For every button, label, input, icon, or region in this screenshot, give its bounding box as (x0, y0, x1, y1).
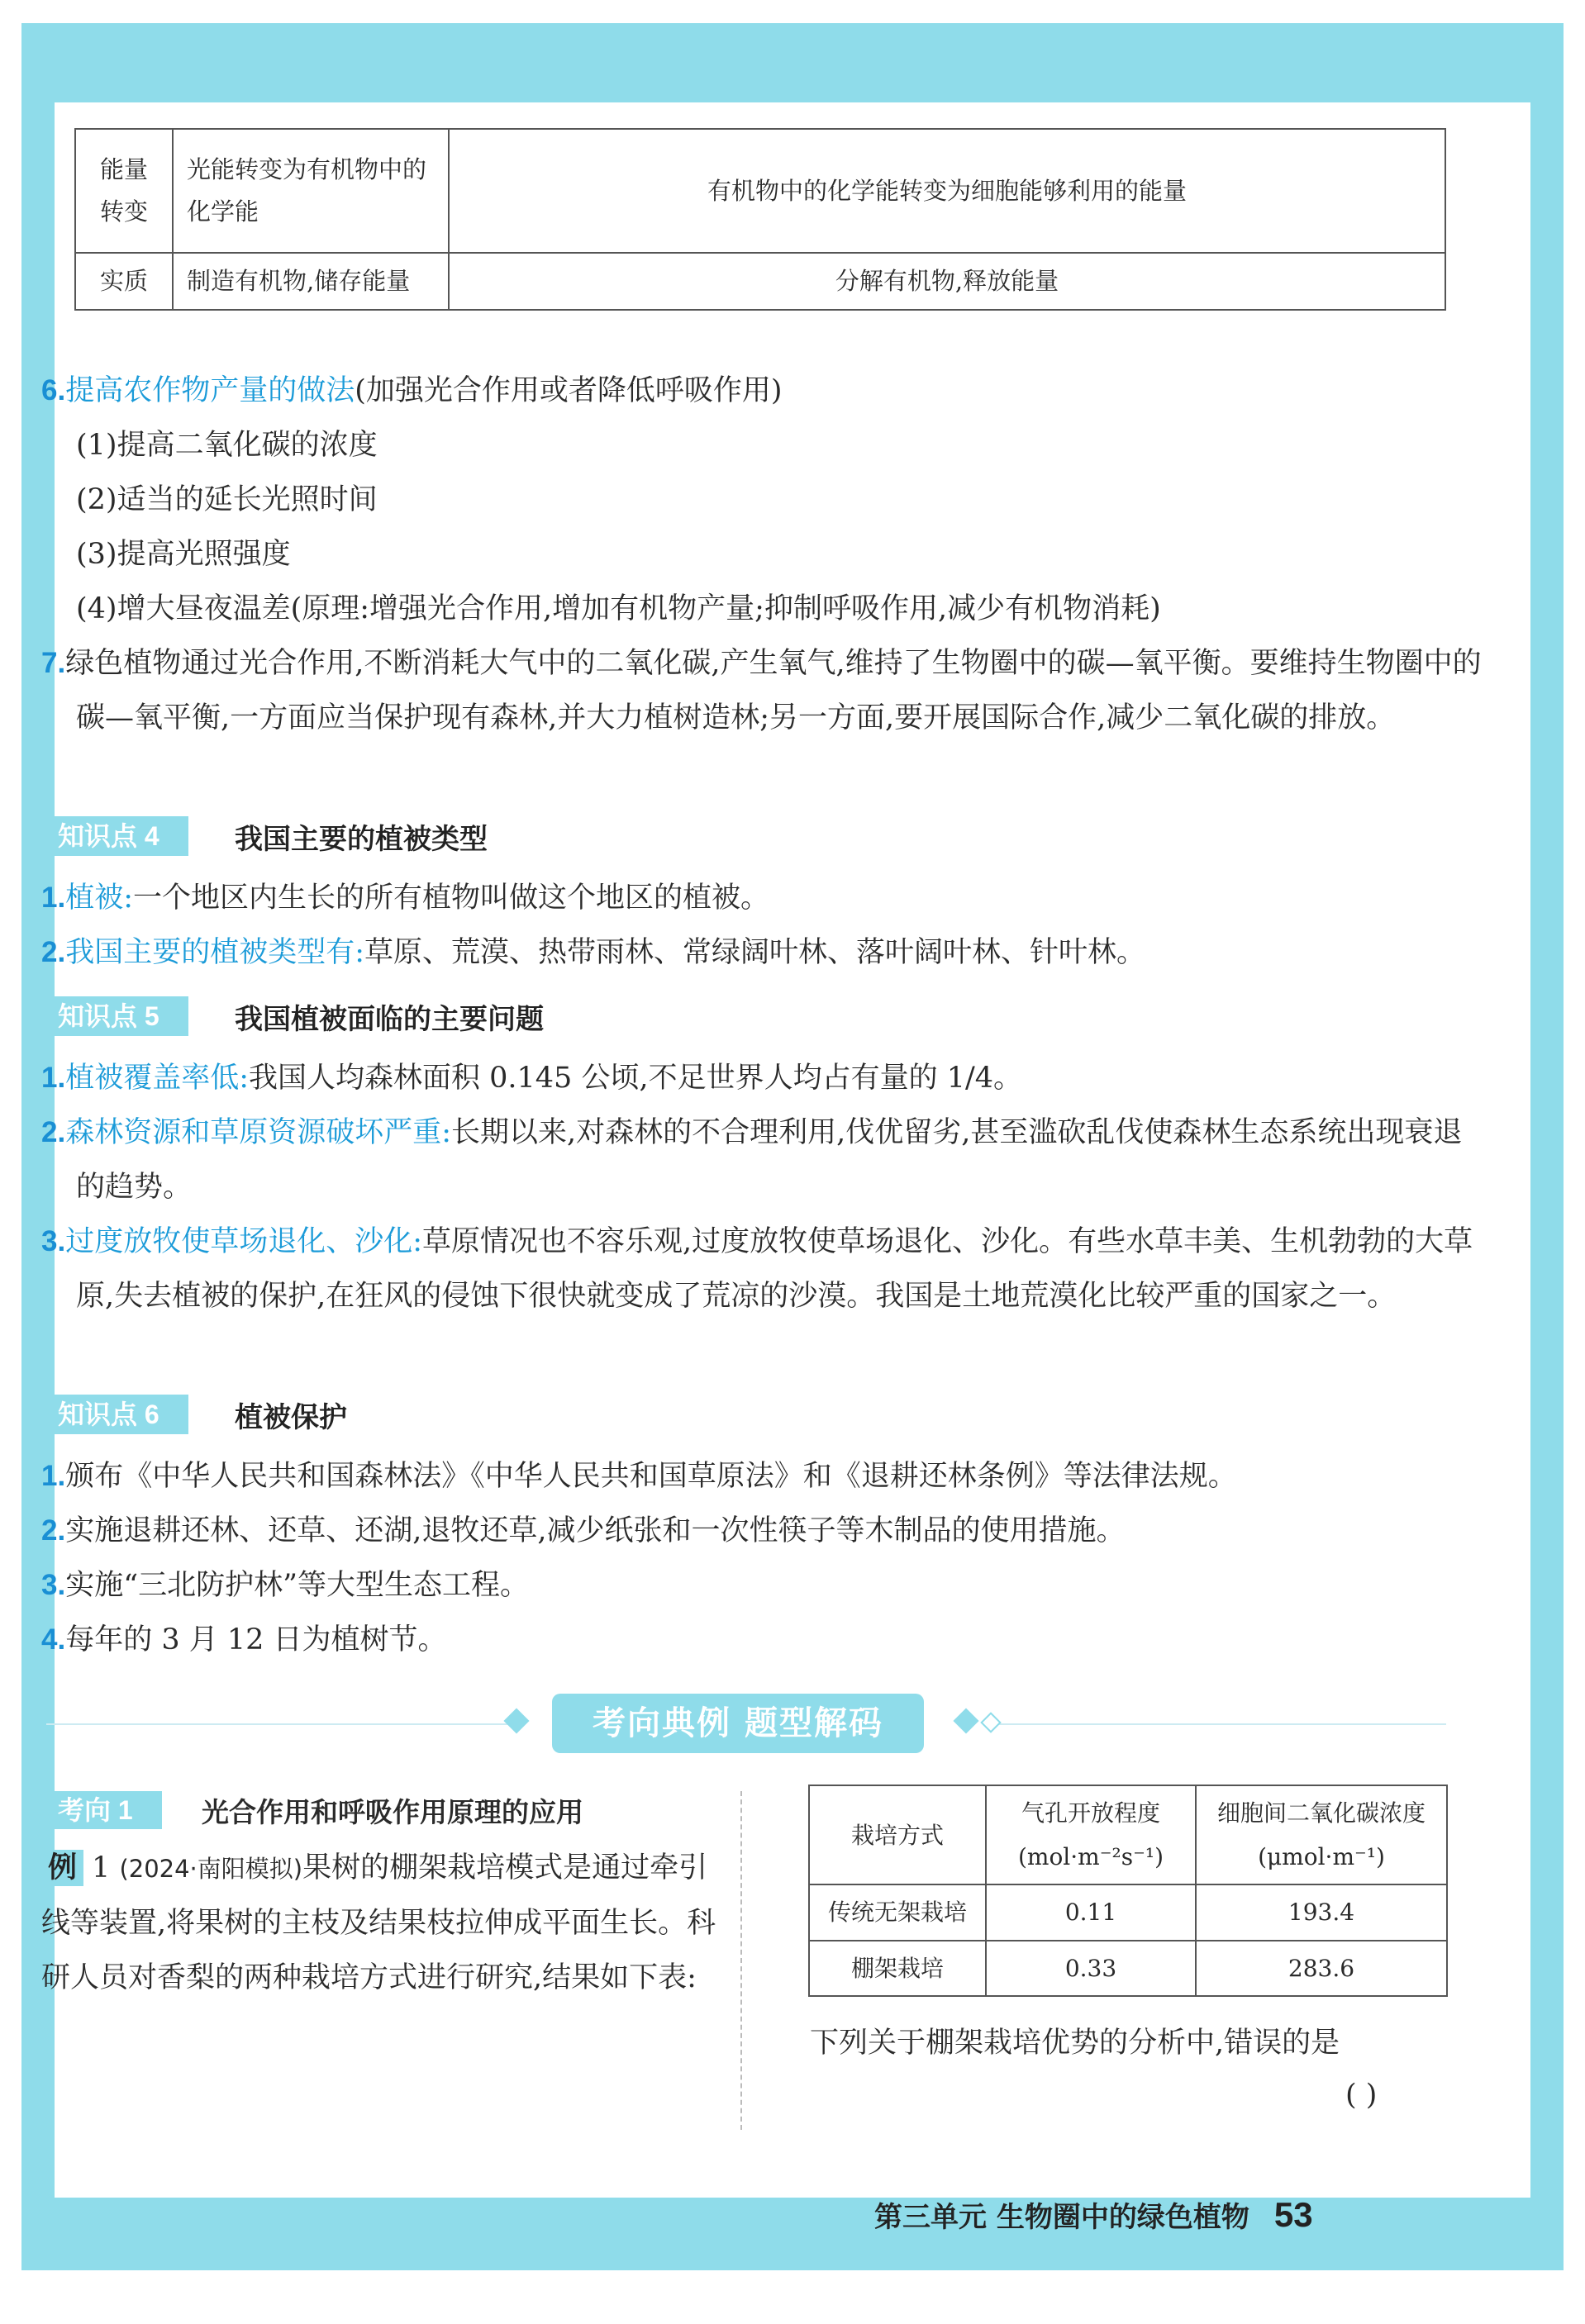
sub-item: (4)增大昼夜温差(原理:增强光合作用,增加有机物产量;抑制呼吸作用,减少有机物消耗) (76, 592, 1161, 625)
answer-blank: ( ) (1345, 2079, 1378, 2112)
page-frame-bottom (21, 2198, 1564, 2270)
divider-line (983, 1723, 1446, 1725)
kp6-items (41, 1449, 1489, 1667)
table-cell: 棚架栽培 (809, 1941, 986, 1996)
header-label: 气孔开放程度 (1021, 1799, 1160, 1827)
item-number: 3. (41, 1569, 66, 1601)
item-number: 1. (41, 882, 66, 914)
item-title: 提高农作物产量的做法 (65, 374, 355, 407)
kx-title: 光合作用和呼吸作用原理的应用 (202, 1795, 583, 1828)
respiration-cell: 分解有机物,释放能量 (449, 253, 1445, 310)
kp-tag: 知识点 4 (46, 816, 188, 856)
item-number: 2. (41, 1514, 66, 1547)
item-highlight: 森林资源和草原资源破坏严重: (65, 1116, 451, 1149)
photosynthesis-cell: 光能转变为有机物中的化学能 (173, 129, 449, 253)
list-item (41, 1051, 1489, 1105)
header-label: 细胞间二氧化碳浓度 (1216, 1799, 1426, 1827)
item-text: 一个地区内生长的所有植物叫做这个地区的植被。 (133, 882, 770, 915)
column-header: 栽培方式 (809, 1785, 986, 1884)
table-cell: 193.4 (1196, 1884, 1447, 1940)
list-item (41, 1504, 1489, 1558)
example-number: 1 (92, 1851, 111, 1884)
knowledge-point-5 (46, 996, 544, 1036)
sub-item: (3)提高光照强度 (76, 538, 291, 571)
header-unit: (μmol·m⁻¹) (1258, 1843, 1385, 1871)
item-number: 2. (41, 1116, 66, 1148)
item-text: 绿色植物通过光合作用,不断消耗大气中的二氧化碳,产生氧气,维持了生物圈中的碳—氧平衡。要维持生物圈中的碳—氧平衡,一方面应当保护现有森林,并大力植树造林;另一方面,要开展国际合作,减少二氧化碳的排放。 (65, 647, 1482, 734)
unit-title: 第三单元 生物圈中的绿色植物 (874, 2201, 1249, 2234)
item-number: 2. (41, 936, 66, 968)
list-item (41, 871, 1489, 925)
divider-line (46, 1723, 509, 1725)
column-header (1196, 1785, 1447, 1884)
item-highlight: 植被: (65, 882, 133, 915)
list-item (41, 925, 1489, 980)
sub-item: (2)适当的延长光照时间 (76, 483, 378, 516)
respiration-cell: 有机物中的化学能转变为细胞能够利用的能量 (449, 129, 1445, 253)
page-frame-right (1530, 23, 1564, 2270)
list-item (41, 1449, 1489, 1504)
item-note: (加强光合作用或者降低呼吸作用) (355, 374, 783, 407)
kp-tag: 知识点 5 (46, 996, 188, 1036)
item-text: 颁布《中华人民共和国森林法》《中华人民共和国草原法》和《退耕还林条例》等法律法规。 (65, 1460, 1237, 1493)
item-text: 每年的 3 月 12 日为植树节。 (65, 1623, 447, 1656)
item-number: 7. (41, 647, 66, 679)
item-text: 长期以来,对森林的不合理利用,伐优留劣,甚至滥砍乱伐使森林生态系统出现衰退的趋势。 (76, 1116, 1463, 1204)
kp-title: 我国植被面临的主要问题 (235, 1002, 544, 1036)
item-text: 我国人均森林面积 0.145 公顷,不足世界人均占有量的 1/4。 (249, 1062, 1023, 1095)
item-highlight: 我国主要的植被类型有: (65, 936, 364, 969)
table-row (75, 129, 1445, 253)
example-source: (2024·南阳模拟) (119, 1855, 303, 1883)
cultivation-data-table (808, 1785, 1448, 1997)
table-row (809, 1941, 1447, 1996)
item-number: 1. (41, 1460, 66, 1492)
item-text: 草原情况也不容乐观,过度放牧使草场退化、沙化。有些水草丰美、生机勃勃的大草原,失去植被的保护,在狂风的侵蚀下很快就变成了荒凉的沙漠。我国是土地荒漠化比较严重的国家之一。 (76, 1225, 1473, 1313)
kp5-items (41, 1051, 1489, 1324)
column-divider (740, 1791, 742, 2130)
comparison-table (74, 128, 1446, 311)
question-stem: 下列关于棚架栽培优势的分析中,错误的是 (810, 2027, 1340, 2060)
item-highlight: 植被覆盖率低: (65, 1062, 249, 1095)
table-cell: 283.6 (1196, 1941, 1447, 1996)
photosynthesis-cell: 制造有机物,储存能量 (173, 253, 449, 310)
list-item (41, 1613, 1489, 1667)
table-header-row (809, 1785, 1447, 1884)
kp4-items (41, 871, 1489, 980)
example-text: 果树的棚架栽培模式是通过牵引线等装置,将果树的主枝及结果枝拉伸成平面生长。科研人员对香梨的两种栽培方式进行研究,结果如下表: (41, 1851, 716, 1994)
list-item (41, 1214, 1489, 1324)
item-number: 6. (41, 374, 66, 406)
item-text: 实施“三北防护林”等大型生态工程。 (65, 1569, 529, 1602)
list-item (41, 1558, 1489, 1613)
table-cell: 0.11 (986, 1884, 1196, 1940)
table-cell: 0.33 (986, 1941, 1196, 1996)
example-tag: 例 (41, 1850, 83, 1886)
item-text: 草原、荒漠、热带雨林、常绿阔叶林、落叶阔叶林、针叶林。 (364, 936, 1146, 969)
item-7 (41, 636, 1489, 745)
section-banner: 考向典例 题型解码 (552, 1694, 924, 1753)
row-label: 能量转变 (75, 129, 173, 253)
kp-title: 我国主要的植被类型 (235, 822, 488, 856)
sub-item: (1)提高二氧化碳的浓度 (76, 429, 378, 462)
kp-title: 植被保护 (235, 1400, 347, 1434)
item-number: 1. (41, 1062, 66, 1094)
item-highlight: 过度放牧使草场退化、沙化: (65, 1225, 422, 1258)
table-cell: 传统无架栽培 (809, 1884, 986, 1940)
table-row (809, 1884, 1447, 1940)
item-number: 3. (41, 1225, 66, 1257)
kp-tag: 知识点 6 (46, 1395, 188, 1434)
example-1 (41, 1841, 719, 2005)
page-footer (874, 2194, 1313, 2235)
item-6 (41, 364, 1454, 636)
item-text: 实施退耕还林、还草、还湖,退牧还草,减少纸张和一次性筷子等木制品的使用措施。 (65, 1514, 1126, 1547)
table-row (75, 253, 1445, 310)
item-number: 4. (41, 1623, 66, 1656)
knowledge-point-4 (46, 816, 488, 856)
page-frame-top (21, 23, 1564, 102)
exam-direction-1 (46, 1791, 583, 1829)
column-header (986, 1785, 1196, 1884)
header-unit: (mol·m⁻²s⁻¹) (1017, 1843, 1164, 1871)
page-number: 53 (1273, 2195, 1313, 2234)
kx-tag: 考向 1 (46, 1791, 162, 1829)
knowledge-point-6 (46, 1395, 347, 1434)
list-item (41, 1105, 1489, 1214)
row-label: 实质 (75, 253, 173, 310)
